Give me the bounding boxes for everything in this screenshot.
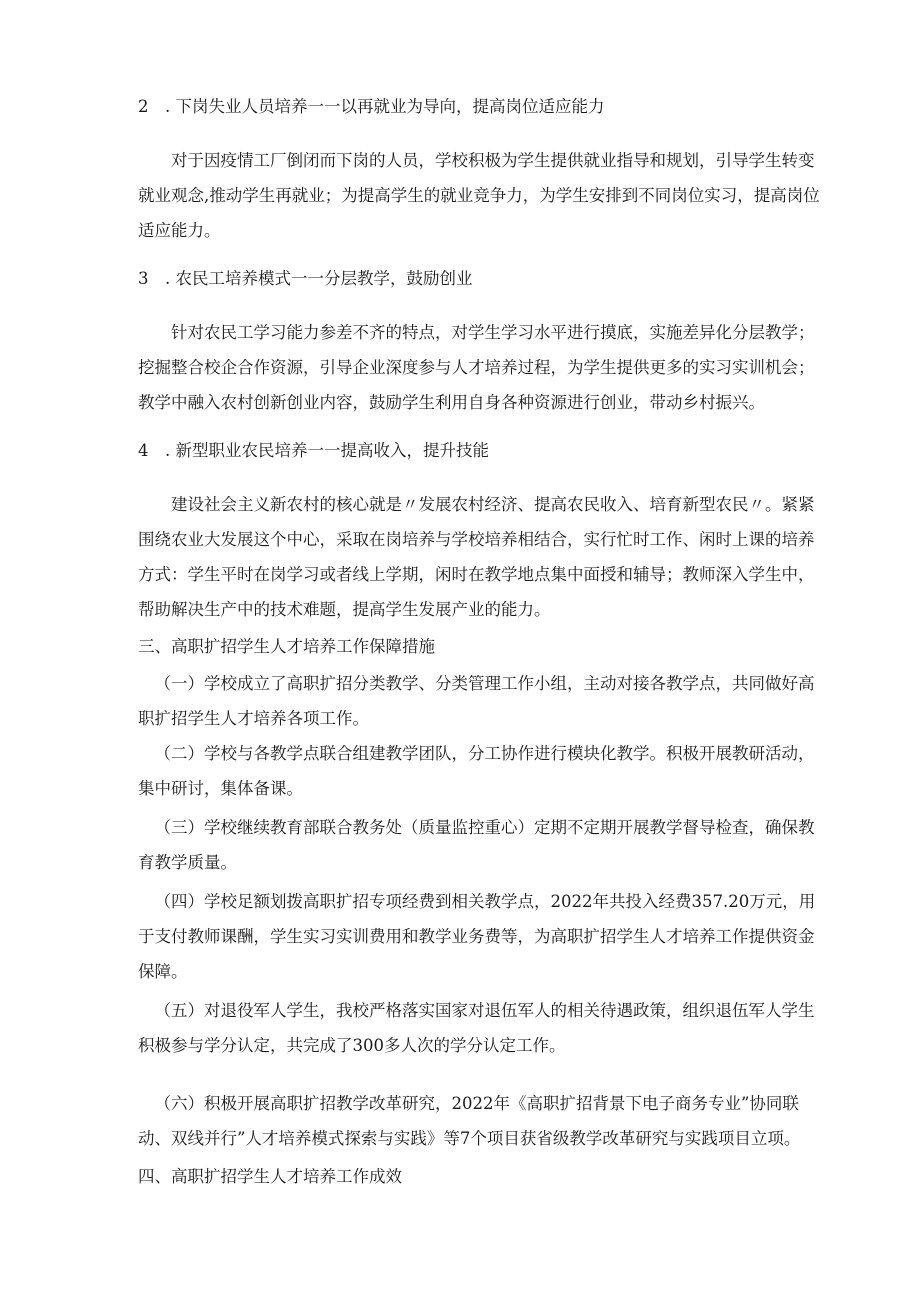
measure-1: （一）学校成立了高职扩招分类教学、分类管理工作小组，主动对接各教学点，共同做好高职扩招学生人才培养各项工作。 [138,674,815,728]
paragraph-3: 针对农民工学习能力参差不齐的特点，对学生学习水平进行摸底，实施差异化分层教学；挖掘整合校企合作资源，引导企业深度参与人才培养过程，为学生提供更多的实习实训机会；教学中融入农村创新创业内容，鼓励学生利用自身各种资源进行创业，带动乡村振兴。 [138,323,815,412]
subheading-3: 3 . 农民工培养模式一一分层教学，鼓励创业 [138,269,473,288]
measure-6: （六）积极开展高职扩招教学改革研究，2022年《高职扩招背景下电子商务专业”协同联动、双线并行”人才培养模式探索与实践》等7个项目获省级教学改革研究与实践项目立项。 [138,1094,801,1148]
subheading-4: 4 . 新型职业农民培养一一提高收入，提升技能 [138,441,489,460]
paragraph-2: 对于因疫情工厂倒闭而下岗的人员，学校积极为学生提供就业指导和规划，引导学生转变就业观念,推动学生再就业；为提高学生的就业竞争力，为学生安排到不同岗位实习，提高岗位适应能力。 [138,151,820,240]
measure-3: （三）学校继续教育部联合教务处（质量监控重心）定期不定期开展教学督导检查，确保教育教学质量。 [138,818,815,872]
section-heading-4: 四、高职扩招学生人才培养工作成效 [138,1167,402,1186]
section-heading-3: 三、高职扩招学生人才培养工作保障措施 [138,637,435,656]
subheading-2: 2 . 下岗失业人员培养一一以再就业为导向，提高岗位适应能力 [138,97,605,116]
measure-2: （二）学校与各教学点联合组建教学团队，分工协作进行模块化教学。积极开展教研活动，集中研讨，集体备课。 [138,744,815,798]
measure-4: （四）学校足额划拨高职扩招专项经费到相关教学点，2022年共投入经费357.20万元，用于支付教师课酬，学生实习实训费用和教学业务费等，为高职扩招学生人才培养工作提供资金保障。 [138,892,816,981]
measure-5: （五）对退役军人学生，我校严格落实国家对退伍军人的相关待遇政策，组织退伍军人学生积极参与学分认定，共完成了300多人次的学分认定工作。 [138,1001,815,1055]
paragraph-4: 建设社会主义新农村的核心就是〃发展农村经济、提高农民收入、培育新型农民〃。紧紧围绕农业大发展这个中心，采取在岗培养与学校培养相结合，实行忙时工作、闲时上课的培养方式：学生平时在岗学习或者线上学期，闲时在教学地点集中面授和辅导；教师深入学生中，帮助解决生产中的技术难题，提高学生发展产业的能力。 [138,495,815,619]
